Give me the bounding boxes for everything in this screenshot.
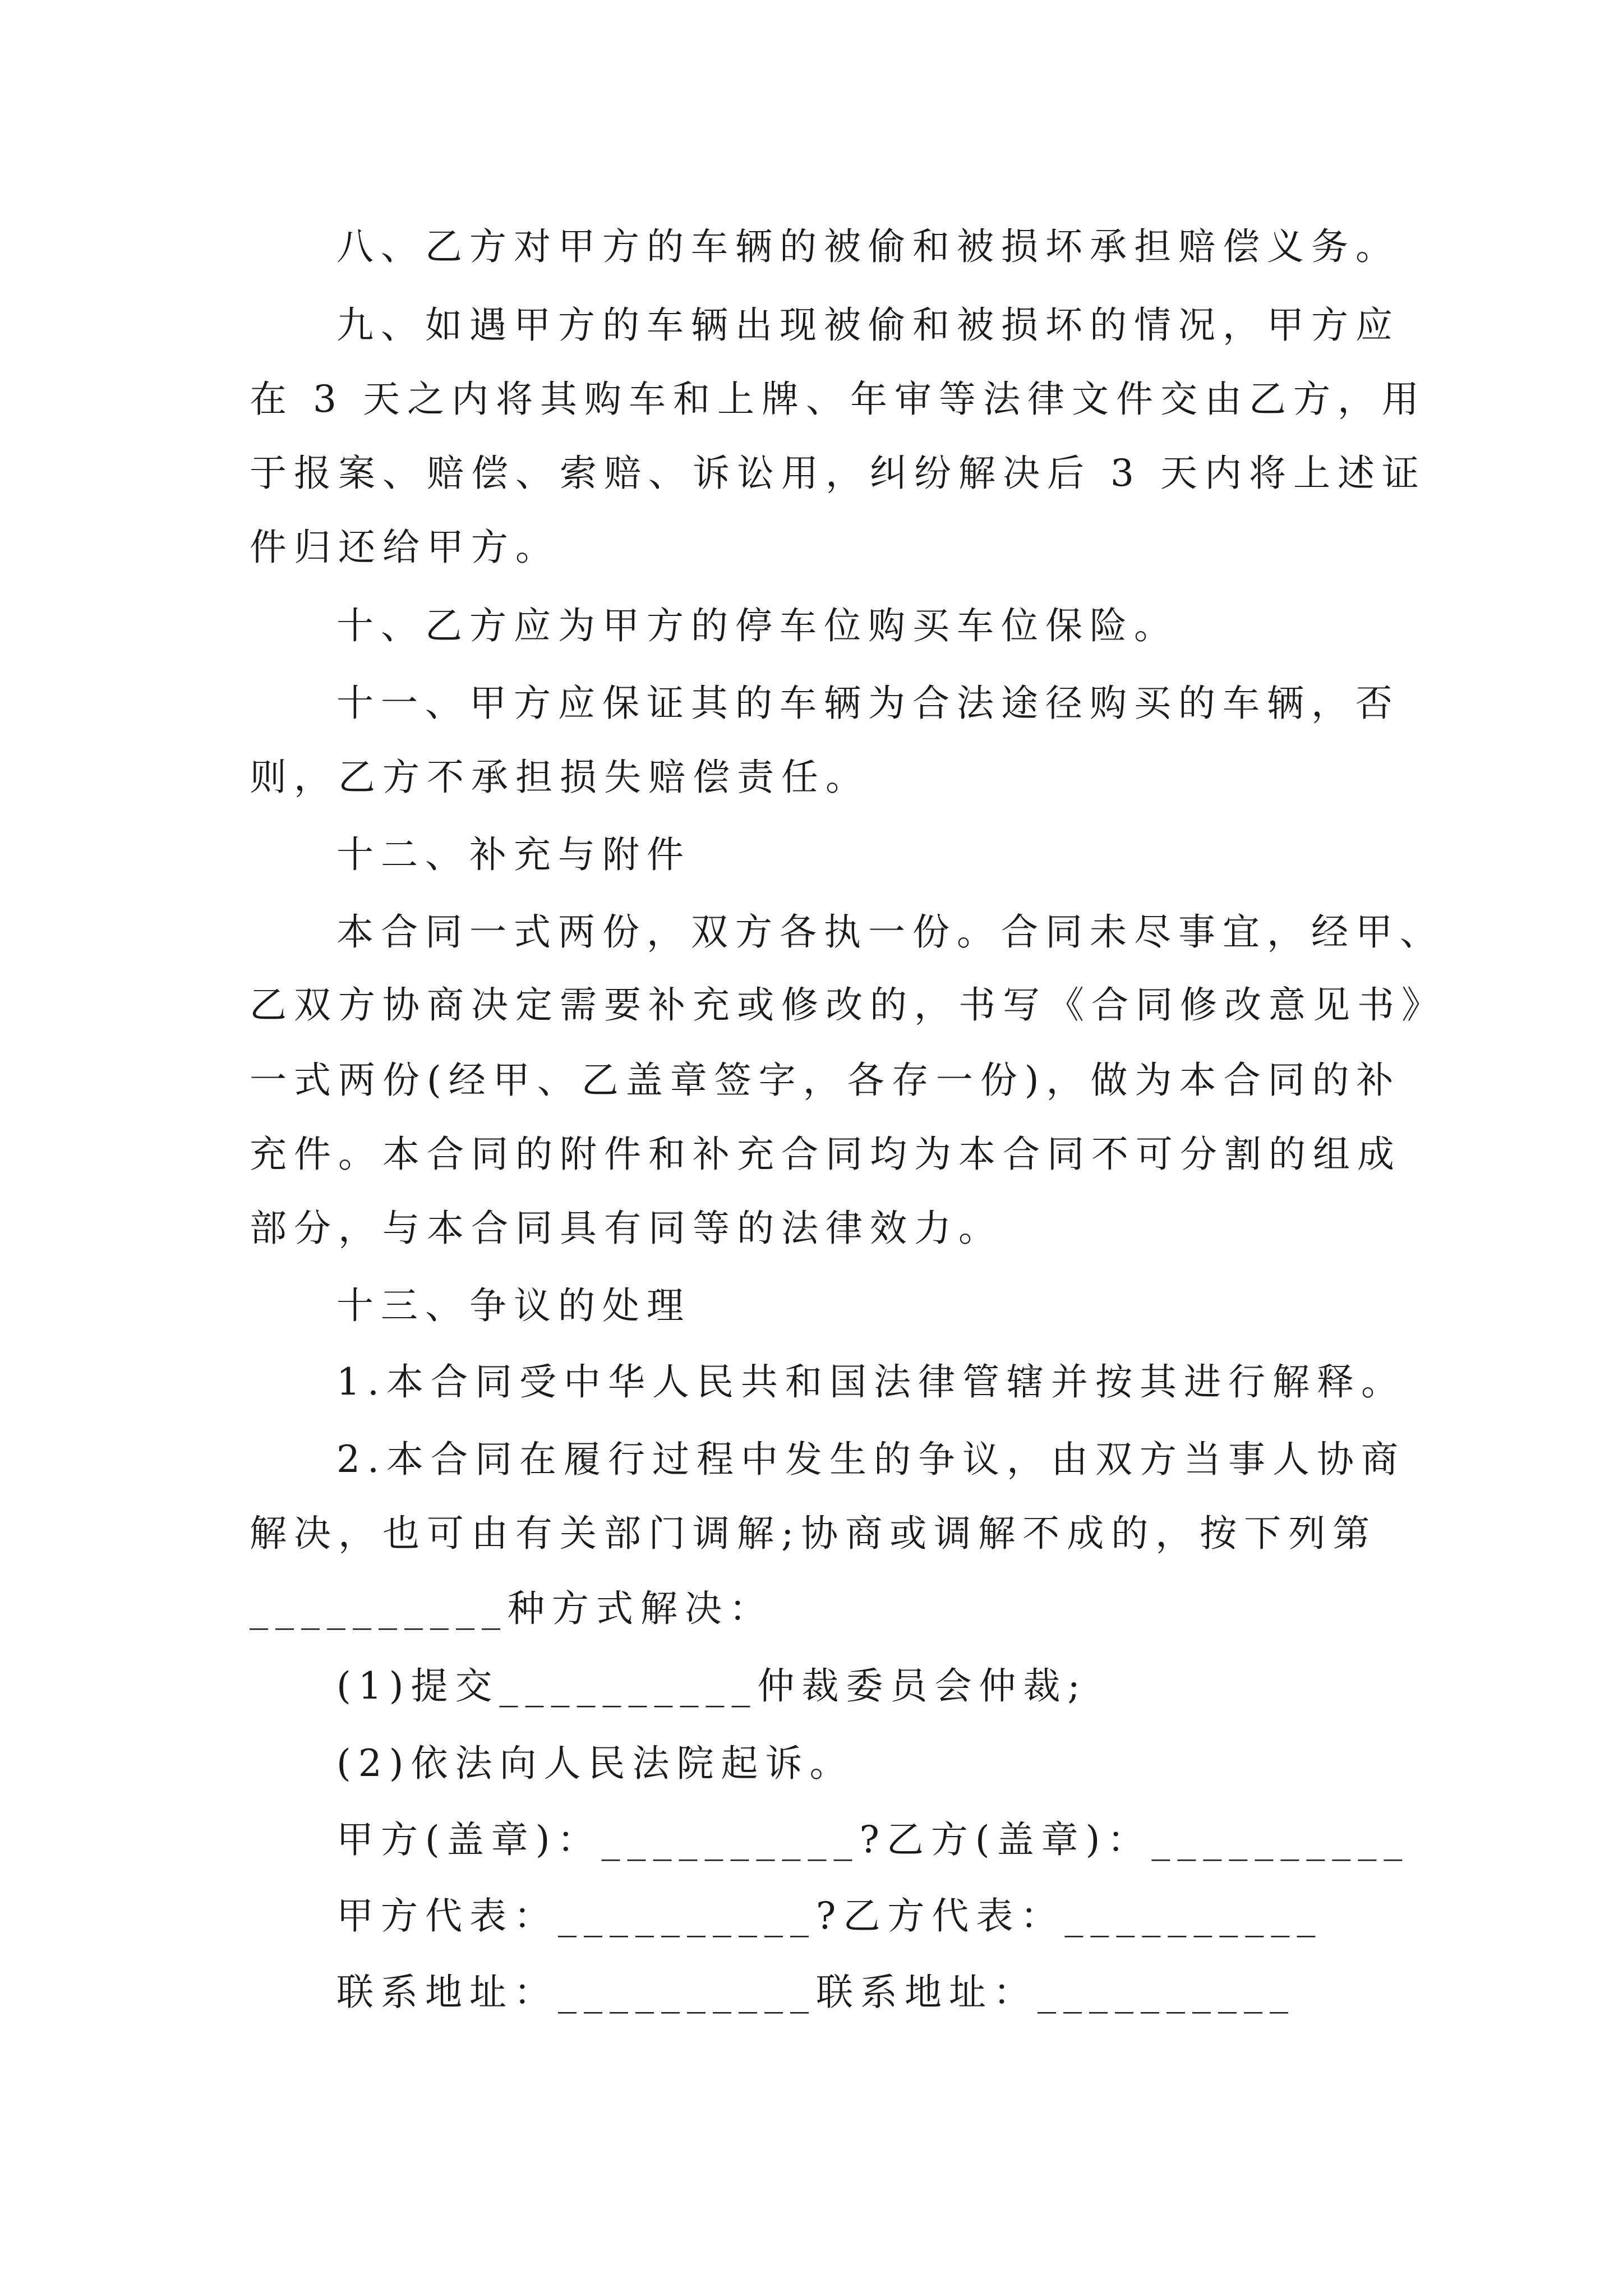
signature-line-representative: 甲方代表：__________?乙方代表：__________ (336, 1894, 1323, 1938)
signature-line-address: 联系地址：__________联系地址：__________ (336, 1971, 1295, 2014)
text-line-option-1: (1)提交__________仲裁委员会仲裁; (336, 1664, 1087, 1708)
text-line-clause-10: 十、乙方应为甲方的停车位购买车位保险。 (336, 604, 1178, 647)
text-line: 一式两份(经甲、乙盖章签字，各存一份)，做为本合同的补 (250, 1059, 1401, 1102)
section-heading-clause-12: 十二、补充与附件 (336, 833, 691, 876)
text-line: 充件。本合同的附件和补充合同均为本合同不可分割的组成 (250, 1133, 1401, 1176)
text-line: 在 3 天之内将其购车和上牌、年审等法律文件交由乙方，用 (250, 378, 1426, 421)
text-line: 解决，也可由有关部门调解;协商或调解不成的，按下列第 (250, 1512, 1377, 1555)
section-heading-clause-13: 十三、争议的处理 (336, 1284, 691, 1327)
signature-line-seal: 甲方(盖章)：__________?乙方(盖章)：__________ (336, 1818, 1410, 1861)
text-line: 本合同一式两份，双方各执一份。合同未尽事宜，经甲、 (336, 910, 1444, 954)
text-line: 于报案、赔偿、索赔、诉讼用，纠纷解决后 3 天内将上述证 (250, 452, 1426, 495)
text-line-clause-11: 十一、甲方应保证其的车辆为合法途径购买的车辆，否 (336, 682, 1400, 725)
text-line: 乙双方协商决定需要补充或修改的，书写《合同修改意见书》 (250, 983, 1446, 1027)
text-line-blank-method: __________种方式解决： (250, 1587, 773, 1630)
text-line: 则，乙方不承担损失赔偿责任。 (250, 756, 870, 799)
text-line-item-1: 1.本合同受中华人民共和国法律管辖并按其进行解释。 (336, 1360, 1405, 1404)
text-line-option-2: (2)依法向人民法院起诉。 (336, 1742, 854, 1785)
text-line-clause-9: 九、如遇甲方的车辆出现被偷和被损坏的情况，甲方应 (336, 303, 1400, 347)
text-line-item-2: 2.本合同在履行过程中发生的争议，由双方当事人协商 (336, 1438, 1405, 1481)
text-line-clause-8: 八、乙方对甲方的车辆的被偷和被损坏承担赔偿义务。 (336, 225, 1400, 268)
text-line: 部分，与本合同具有同等的法律效力。 (250, 1207, 1003, 1250)
text-line: 件归还给甲方。 (250, 526, 560, 569)
